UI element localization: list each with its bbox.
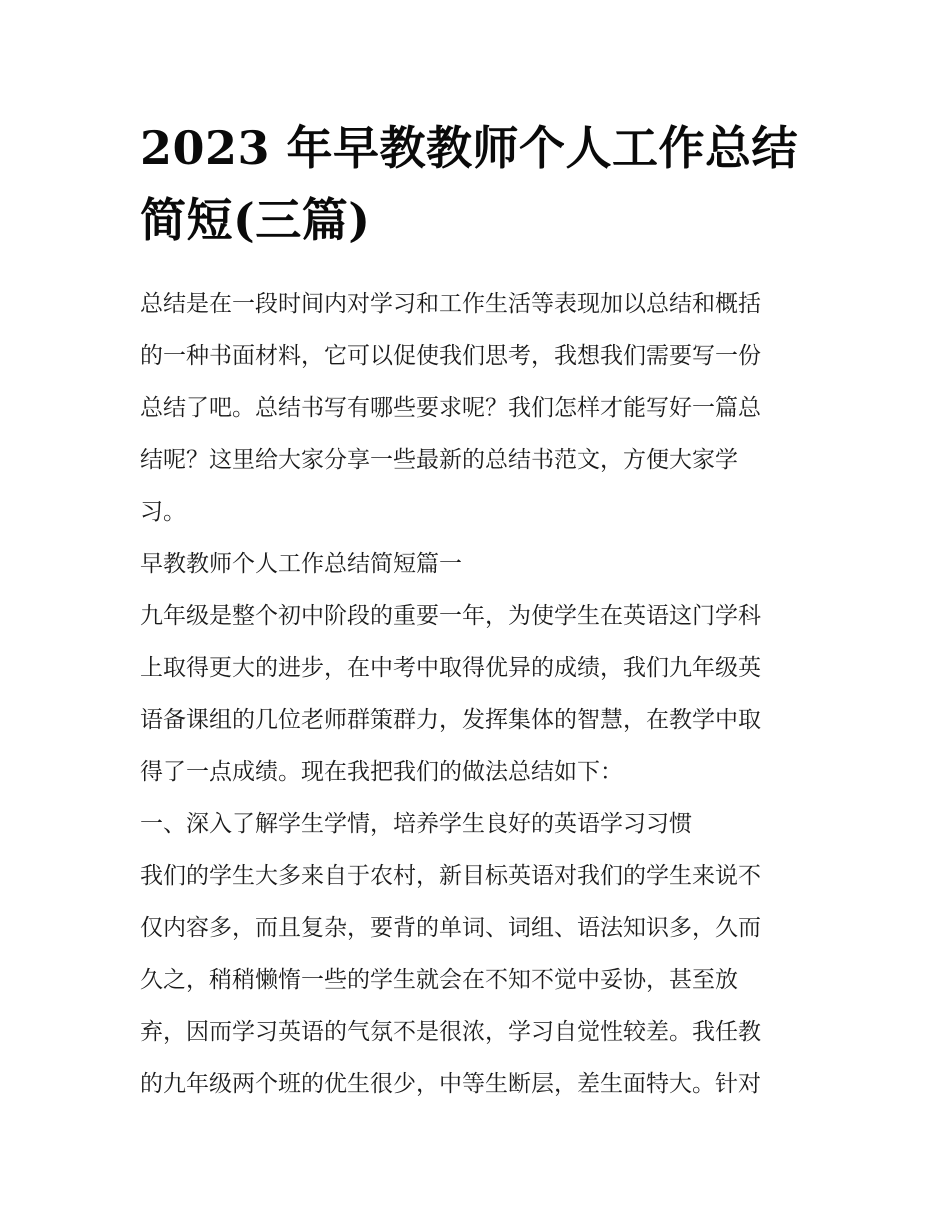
text-line: 我们的学生大多来自于农村，新目标英语对我们的学生来说不 — [140, 863, 761, 889]
subsection-heading: 一、深入了解学生学情，培养学生良好的英语学习习惯 — [140, 811, 692, 837]
text-line: 仅内容多，而且复杂，要背的单词、词组、语法知识多，久而 — [140, 915, 761, 941]
text-line: 结呢？这里给大家分享一些最新的总结书范文，方便大家学 — [140, 447, 738, 473]
text-line: 总结是在一段时间内对学习和工作生活等表现加以总结和概括 — [140, 291, 761, 317]
text-line: 总结了吧。总结书写有哪些要求呢？我们怎样才能写好一篇总 — [140, 395, 761, 421]
title-line: 2023 年早教教师个人工作总结 — [140, 121, 799, 175]
text-line: 上取得更大的进步，在中考中取得优异的成绩，我们九年级英 — [140, 655, 761, 681]
text-line: 弃，因而学习英语的气氛不是很浓，学习自觉性较差。我任教 — [140, 1019, 761, 1045]
text-line: 语备课组的几位老师群策群力，发挥集体的智慧，在教学中取 — [140, 707, 761, 733]
text-line: 习。 — [140, 499, 186, 525]
title-line: 简短(三篇) — [140, 193, 371, 247]
text-line: 的一种书面材料，它可以促使我们思考，我想我们需要写一份 — [140, 343, 761, 369]
text-line: 九年级是整个初中阶段的重要一年，为使学生在英语这门学科 — [140, 603, 761, 629]
text-line: 久之，稍稍懒惰一些的学生就会在不知不觉中妥协，甚至放 — [140, 967, 738, 993]
document-body — [140, 278, 820, 1110]
text-line: 得了一点成绩。现在我把我们的做法总结如下： — [140, 759, 623, 785]
section-heading: 早教教师个人工作总结简短篇一 — [140, 551, 462, 577]
text-line: 的九年级两个班的优生很少，中等生断层，差生面特大。针对 — [140, 1071, 761, 1097]
document-content — [140, 112, 820, 1110]
document-title — [140, 112, 820, 256]
